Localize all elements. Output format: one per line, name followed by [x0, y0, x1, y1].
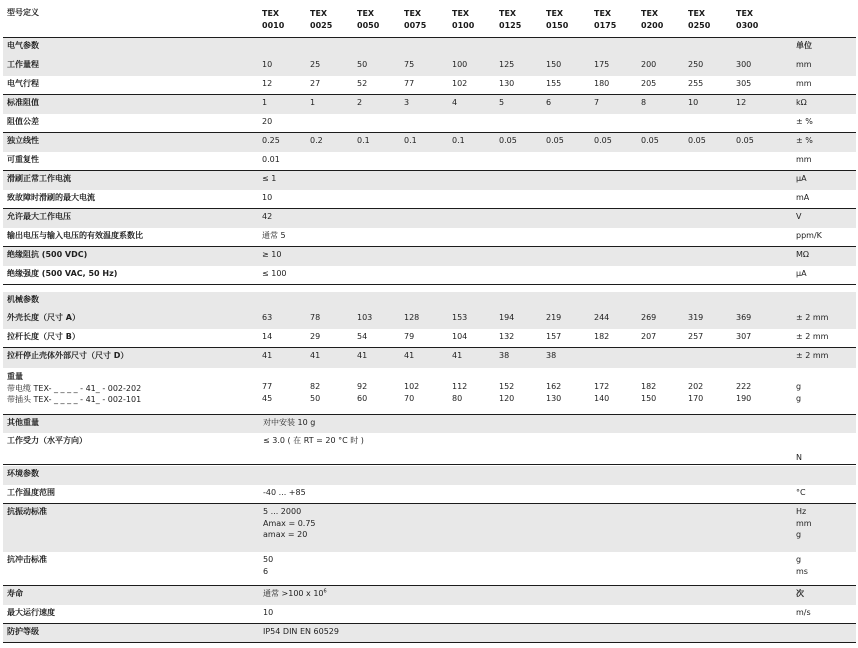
model-code: 0125 — [499, 20, 522, 30]
section-title: 机械参数 — [7, 295, 39, 304]
model-code: 0200 — [641, 20, 664, 30]
model-prefix: TEX — [262, 9, 280, 18]
unit-cell: m/s — [796, 608, 811, 617]
unit-cell: mm — [796, 79, 812, 88]
weight-cable-label: 带电缆 TEX- _ _ _ _ - 41_ - 002-202 — [7, 383, 142, 393]
value-cell: 0.05 — [594, 136, 612, 145]
spec-row-r13 — [3, 310, 856, 329]
value-cell: 255 — [688, 79, 704, 88]
weight-column — [310, 381, 320, 404]
unit-cell: kΩ — [796, 98, 807, 107]
value-cell: 8 — [641, 98, 647, 107]
row-label: 绝缘强度 (500 VAC, 50 Hz) — [7, 269, 118, 278]
value-cell: 41 — [357, 351, 368, 360]
value-cell: 10 — [262, 60, 273, 69]
value-cell: 77 — [404, 79, 415, 88]
value-cell: 0.05 — [641, 136, 659, 145]
row-label: 电气行程 — [7, 79, 39, 88]
value-cell: 153 — [452, 313, 468, 322]
weight-column — [736, 381, 751, 404]
value-cell: 319 — [688, 313, 704, 322]
row-label: 标准阻值 — [7, 98, 39, 107]
value-cell: 79 — [404, 332, 415, 341]
row-label: 重量 — [7, 372, 23, 381]
value-cell: 222 — [736, 382, 752, 391]
row-label: 防护等级 — [7, 627, 39, 636]
weight-column — [546, 381, 561, 404]
model-header — [310, 8, 332, 31]
weight-units — [796, 381, 801, 404]
row-divider — [3, 464, 856, 465]
value-cell: 0.1 — [452, 136, 465, 145]
unit-cell: g — [796, 530, 802, 539]
unit-cell: g — [796, 382, 802, 391]
row-label: 最大运行速度 — [7, 608, 55, 617]
model-prefix: TEX — [736, 9, 754, 18]
value-cell: amax = 20 — [263, 530, 308, 539]
spec-row-r7 — [3, 171, 856, 190]
value-cell: 250 — [688, 60, 704, 69]
value-cell: 112 — [452, 382, 468, 391]
value-cell: 3 — [404, 98, 410, 107]
value-cell: 41 — [262, 351, 273, 360]
weight-column — [452, 381, 467, 404]
model-code: 0010 — [262, 20, 285, 30]
value-cell: 207 — [641, 332, 657, 341]
model-code: 0300 — [736, 20, 759, 30]
value-cell: 0.01 — [262, 155, 280, 164]
row-label: 抗冲击标准 — [7, 555, 47, 564]
model-header — [688, 8, 710, 31]
value-cell — [263, 589, 327, 599]
model-code: 0100 — [452, 20, 475, 30]
value-cell: 300 — [736, 60, 752, 69]
model-prefix: TEX — [452, 9, 470, 18]
model-header — [736, 8, 758, 31]
row-label: 寿命 — [7, 589, 23, 598]
model-prefix: TEX — [499, 9, 517, 18]
value-cell: 75 — [404, 60, 415, 69]
value-cell: 42 — [262, 212, 273, 221]
weight-column — [262, 381, 272, 404]
section-mechanical — [3, 292, 856, 310]
value-cell: 120 — [499, 393, 515, 403]
model-header — [641, 8, 663, 31]
weight-labels — [7, 371, 141, 406]
model-prefix: TEX — [357, 9, 375, 18]
unit-cell: mm — [796, 155, 812, 164]
row-temperature — [3, 485, 856, 504]
section-title: 电气参数 — [7, 41, 39, 50]
value-cell: 38 — [546, 351, 557, 360]
section-title: 环境参数 — [7, 469, 39, 478]
value-cell: 82 — [310, 382, 321, 391]
value-cell: 172 — [594, 382, 610, 391]
value-cell: 0.1 — [357, 136, 370, 145]
row-protection — [3, 624, 856, 643]
model-header — [546, 8, 568, 31]
vibration-values — [263, 506, 316, 541]
row-max-speed — [3, 605, 856, 624]
row-life — [3, 586, 856, 605]
unit-cell: °C — [796, 488, 806, 497]
value-cell: ≤ 1 — [262, 174, 277, 183]
unit-cell: N — [796, 453, 802, 462]
model-header — [357, 8, 379, 31]
life-value: 通常 >100 x 10 — [263, 589, 324, 598]
unit-cell: g — [796, 393, 802, 403]
value-cell: 78 — [310, 313, 321, 322]
value-cell: 162 — [546, 382, 562, 391]
value-cell: 10 — [688, 98, 699, 107]
model-header — [262, 8, 284, 31]
value-cell: 132 — [499, 332, 515, 341]
value-cell: 102 — [404, 382, 420, 391]
value-cell: 12 — [736, 98, 747, 107]
unit-cell: ± 2 mm — [796, 332, 829, 341]
value-cell: 14 — [262, 332, 273, 341]
model-prefix: TEX — [641, 9, 659, 18]
value-cell: 182 — [641, 382, 657, 391]
value-cell: 150 — [546, 60, 562, 69]
value-cell: 0.25 — [262, 136, 280, 145]
weight-plug-label: 带插头 TEX- _ _ _ _ - 41_ - 002-101 — [7, 395, 142, 404]
shock-units — [796, 554, 808, 577]
section-electrical — [3, 38, 856, 57]
row-weight — [3, 368, 856, 415]
spec-row-r6 — [3, 152, 856, 171]
row-operating-force — [3, 433, 856, 465]
spec-row-r14 — [3, 329, 856, 348]
spec-row-r3 — [3, 95, 856, 114]
value-cell: 0.2 — [310, 136, 323, 145]
row-label: 拉杆长度（尺寸 B） — [7, 332, 80, 341]
value-cell: 41 — [404, 351, 415, 360]
shock-values — [263, 554, 273, 577]
value-cell: 对中安装 10 g — [263, 418, 316, 427]
value-cell: 6 — [546, 98, 552, 107]
value-cell: 0.05 — [688, 136, 706, 145]
unit-cell: MΩ — [796, 250, 810, 259]
value-cell: Amax = 0.75 — [263, 518, 316, 528]
spec-row-r11 — [3, 247, 856, 266]
value-cell: 52 — [357, 79, 368, 88]
value-cell: 38 — [499, 351, 510, 360]
value-cell: 1 — [262, 98, 268, 107]
unit-cell: ppm/K — [796, 231, 822, 240]
value-cell: 12 — [262, 79, 273, 88]
row-other-weight — [3, 415, 856, 433]
model-code: 0075 — [404, 20, 427, 30]
value-cell: 6 — [263, 566, 269, 576]
model-code: 0050 — [357, 20, 380, 30]
model-header — [499, 8, 521, 31]
value-cell: 2 — [357, 98, 363, 107]
value-cell: 219 — [546, 313, 562, 322]
section-environmental — [3, 466, 856, 485]
value-cell: 92 — [357, 382, 368, 391]
row-label: 拉杆停止壳体外部尺寸（尺寸 D） — [7, 351, 129, 360]
row-label: 工作受力（水平方向） — [7, 436, 87, 445]
value-cell: 130 — [499, 79, 515, 88]
spec-row-r9 — [3, 209, 856, 228]
value-cell: 80 — [452, 393, 463, 403]
value-cell: 157 — [546, 332, 562, 341]
value-cell: 155 — [546, 79, 562, 88]
value-cell: 128 — [404, 313, 420, 322]
value-cell: IP54 DIN EN 60529 — [263, 627, 339, 636]
value-cell: 205 — [641, 79, 657, 88]
value-cell: 194 — [499, 313, 515, 322]
value-cell: 244 — [594, 313, 610, 322]
value-cell: 104 — [452, 332, 468, 341]
unit-cell: µA — [796, 174, 807, 183]
row-label: 工作温度范围 — [7, 488, 55, 497]
value-cell: ≥ 10 — [262, 250, 282, 259]
model-header — [452, 8, 474, 31]
unit-cell: ± % — [796, 136, 813, 145]
row-label: 滑刷正常工作电流 — [7, 174, 71, 183]
row-label: 外壳长度（尺寸 A） — [7, 313, 80, 322]
value-cell: 190 — [736, 393, 752, 403]
model-code: 0025 — [310, 20, 333, 30]
value-cell: 70 — [404, 393, 415, 403]
spec-row-r1 — [3, 57, 856, 76]
value-cell: 369 — [736, 313, 752, 322]
weight-column — [641, 381, 656, 404]
model-code: 0250 — [688, 20, 711, 30]
unit-cell: mA — [796, 193, 810, 202]
value-cell: 29 — [310, 332, 321, 341]
model-code: 0150 — [546, 20, 569, 30]
value-cell: 200 — [641, 60, 657, 69]
value-cell: 130 — [546, 393, 562, 403]
value-cell: 77 — [262, 382, 273, 391]
value-cell: 125 — [499, 60, 515, 69]
value-cell: ≤ 100 — [262, 269, 287, 278]
header-label: 型号定义 — [7, 8, 39, 17]
row-label: 输出电压与输入电压的有效温度系数比 — [7, 231, 143, 240]
value-cell: 180 — [594, 79, 610, 88]
unit-cell: mm — [796, 60, 812, 69]
model-prefix: TEX — [546, 9, 564, 18]
model-prefix: TEX — [688, 9, 706, 18]
value-cell: 41 — [452, 351, 463, 360]
unit-header: 单位 — [796, 41, 812, 50]
row-label: 工作量程 — [7, 60, 39, 69]
row-vibration — [3, 504, 856, 552]
header-row — [3, 0, 856, 38]
unit-cell: mm — [796, 518, 812, 528]
value-cell: 63 — [262, 313, 273, 322]
unit-cell: g — [796, 555, 802, 564]
value-cell: 7 — [594, 98, 600, 107]
value-cell: 140 — [594, 393, 610, 403]
spec-row-r15 — [3, 348, 856, 368]
value-cell: 45 — [262, 393, 273, 403]
model-header — [404, 8, 426, 31]
row-divider — [3, 284, 856, 285]
weight-column — [688, 381, 703, 404]
life-exponent: 6 — [323, 588, 327, 595]
value-cell: 170 — [688, 393, 704, 403]
value-cell: 0.05 — [499, 136, 517, 145]
spec-row-r10 — [3, 228, 856, 247]
value-cell: 0.05 — [546, 136, 564, 145]
value-cell: 269 — [641, 313, 657, 322]
row-shock — [3, 552, 856, 586]
value-cell: 60 — [357, 393, 368, 403]
value-cell: 50 — [357, 60, 368, 69]
value-cell: 20 — [262, 117, 273, 126]
unit-cell: V — [796, 212, 802, 221]
model-prefix: TEX — [404, 9, 422, 18]
row-label: 其他重量 — [7, 418, 39, 427]
value-cell: 202 — [688, 382, 704, 391]
value-cell: 150 — [641, 393, 657, 403]
model-prefix: TEX — [310, 9, 328, 18]
row-divider — [3, 642, 856, 643]
spec-row-r4 — [3, 114, 856, 133]
value-cell: 5 ... 2000 — [263, 507, 302, 516]
row-label: 可重复性 — [7, 155, 39, 164]
value-cell: 305 — [736, 79, 752, 88]
value-cell: 41 — [310, 351, 321, 360]
value-cell: 175 — [594, 60, 610, 69]
value-cell: 102 — [452, 79, 468, 88]
spec-row-r2 — [3, 76, 856, 95]
row-label: 阻值公差 — [7, 117, 39, 126]
spec-row-r5 — [3, 133, 856, 152]
value-cell: 1 — [310, 98, 316, 107]
unit-cell: ms — [796, 566, 808, 576]
row-label: 致故障时滑刷的最大电流 — [7, 193, 95, 202]
row-label: 抗振动标准 — [7, 507, 47, 516]
value-cell: 307 — [736, 332, 752, 341]
row-label: 允许最大工作电压 — [7, 212, 71, 221]
weight-column — [499, 381, 514, 404]
value-cell: -40 ... +85 — [263, 488, 306, 497]
value-cell: 通常 5 — [262, 231, 286, 240]
value-cell: 10 — [263, 608, 274, 617]
model-code: 0175 — [594, 20, 617, 30]
unit-cell: ± % — [796, 117, 813, 126]
unit-cell: Hz — [796, 507, 807, 516]
value-cell: 0.05 — [736, 136, 754, 145]
unit-cell: µA — [796, 269, 807, 278]
model-prefix: TEX — [594, 9, 612, 18]
value-cell: 25 — [310, 60, 321, 69]
spec-row-r8 — [3, 190, 856, 209]
unit-cell: ± 2 mm — [796, 351, 829, 360]
value-cell: 50 — [310, 393, 321, 403]
weight-column — [357, 381, 367, 404]
value-cell: 257 — [688, 332, 704, 341]
value-cell: 10 — [262, 193, 273, 202]
value-cell: 152 — [499, 382, 515, 391]
value-cell: 5 — [499, 98, 505, 107]
vibration-units — [796, 506, 812, 541]
unit-cell: ± 2 mm — [796, 313, 829, 322]
weight-column — [404, 381, 419, 404]
spec-row-r12 — [3, 266, 856, 285]
value-cell: 0.1 — [404, 136, 417, 145]
value-cell: 182 — [594, 332, 610, 341]
value-cell: 100 — [452, 60, 468, 69]
value-cell: 4 — [452, 98, 458, 107]
weight-column — [594, 381, 609, 404]
value-cell: ≤ 3.0 ( 在 RT = 20 °C 时 ) — [263, 436, 364, 445]
value-cell: 50 — [263, 555, 274, 564]
row-label: 绝缘阻抗 (500 VDC) — [7, 250, 88, 259]
row-label: 独立线性 — [7, 136, 39, 145]
value-cell: 54 — [357, 332, 368, 341]
value-cell: 27 — [310, 79, 321, 88]
value-cell: 103 — [357, 313, 373, 322]
unit-cell: 次 — [796, 589, 804, 598]
model-header — [594, 8, 616, 31]
